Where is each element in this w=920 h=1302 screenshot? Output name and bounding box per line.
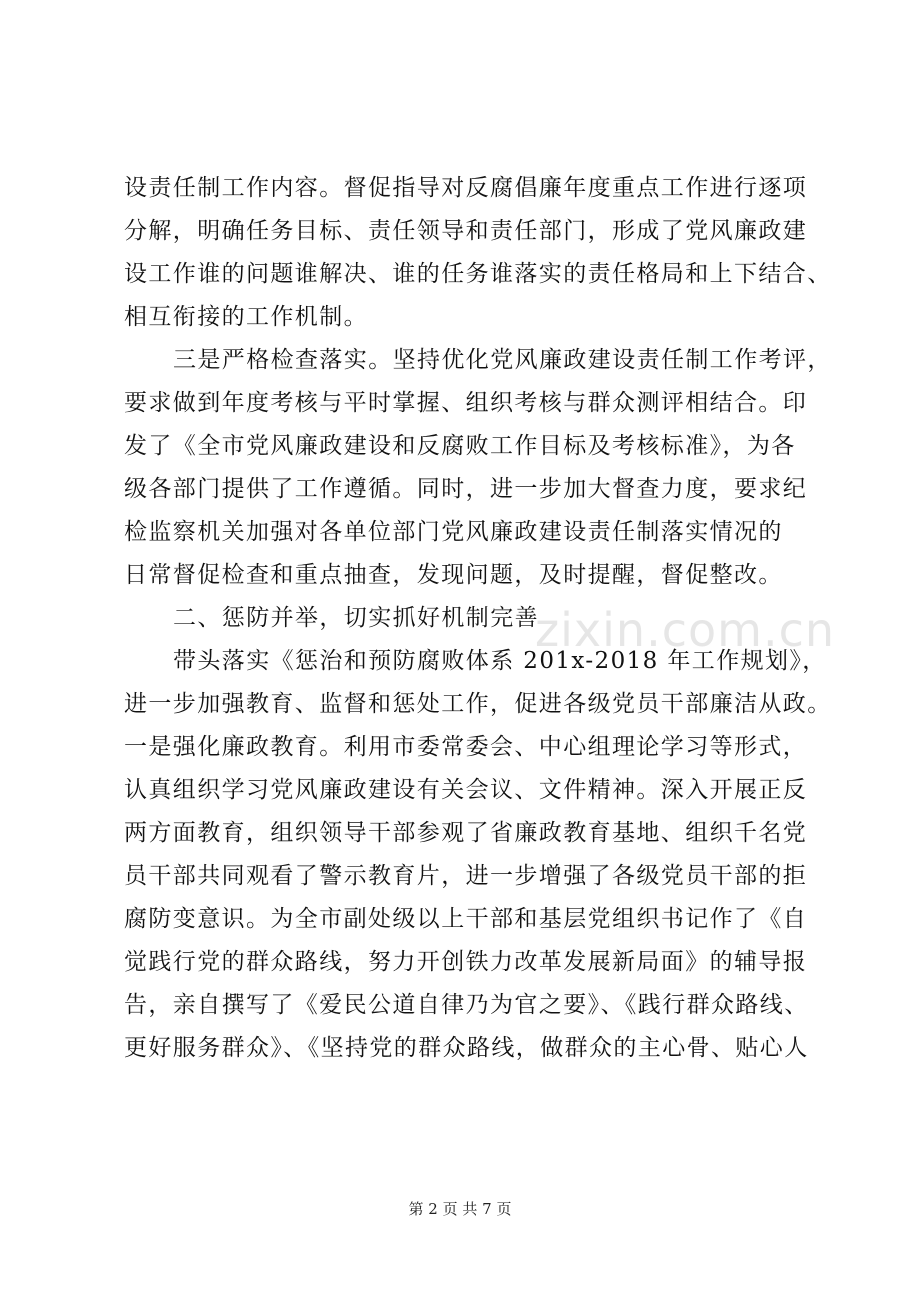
body-text-line: 发了《全市党风廉政建设和反腐败工作目标及考核标准》，为各	[124, 433, 796, 459]
page-footer: 第 2 页 共 7 页	[408, 1200, 512, 1218]
paragraph-start-line: 三是严格检查落实。坚持优化党风廉政建设责任制工作考评，	[173, 347, 832, 373]
body-text-line: 级各部门提供了工作遵循。同时，进一步加大督查力度，要求纪	[124, 476, 808, 502]
watermark: zixin.com.cn	[535, 603, 836, 657]
body-text-line: 检监察机关加强对各单位部门党风廉政建设责任制落实情况的	[124, 519, 783, 545]
body-text-line: 相互衔接的工作机制。	[124, 304, 368, 330]
body-text-line: 分解，明确任务目标、责任领导和责任部门，形成了党风廉政建	[124, 218, 808, 244]
body-text-line: 两方面教育，组织领导干部参观了省廉政教育基地、组织千名党	[124, 820, 808, 846]
body-text-line: 要求做到年度考核与平时掌握、组织考核与群众测评相结合。印	[124, 390, 808, 416]
body-text-line: 设责任制工作内容。督促指导对反腐倡廉年度重点工作进行逐项	[124, 175, 808, 201]
section-heading: 二、惩防并举，切实抓好机制完善	[173, 605, 539, 631]
body-text-line: 更好服务群众》、《坚持党的群众路线，做群众的主心骨、贴心人	[124, 1035, 809, 1061]
paragraph-start-line: 带头落实《惩治和预防腐败体系 201x-2018 年工作规划》，	[173, 648, 827, 674]
body-text-line: 设工作谁的问题谁解决、谁的任务谁落实的责任格局和上下结合、	[124, 261, 832, 287]
body-text-line: 日常督促检查和重点抽查，发现问题，及时提醒，督促整改。	[124, 562, 783, 588]
body-text-line: 一是强化廉政教育。利用市委常委会、中心组理论学习等形式，	[124, 734, 808, 760]
body-text-line: 认真组织学习党风廉政建设有关会议、文件精神。深入开展正反	[124, 777, 808, 803]
body-text-line: 腐防变意识。为全市副处级以上干部和基层党组织书记作了《自	[124, 906, 808, 932]
body-text-line: 进一步加强教育、监督和惩处工作，促进各级党员干部廉洁从政。	[124, 691, 832, 717]
body-text-line: 觉践行党的群众路线，努力开创铁力改革发展新局面》的辅导报	[124, 949, 808, 975]
body-text-line: 告，亲自撰写了《爱民公道自律乃为官之要》、《践行群众路线、	[124, 992, 809, 1018]
body-text-line: 员干部共同观看了警示教育片，进一步增强了各级党员干部的拒	[124, 863, 808, 889]
